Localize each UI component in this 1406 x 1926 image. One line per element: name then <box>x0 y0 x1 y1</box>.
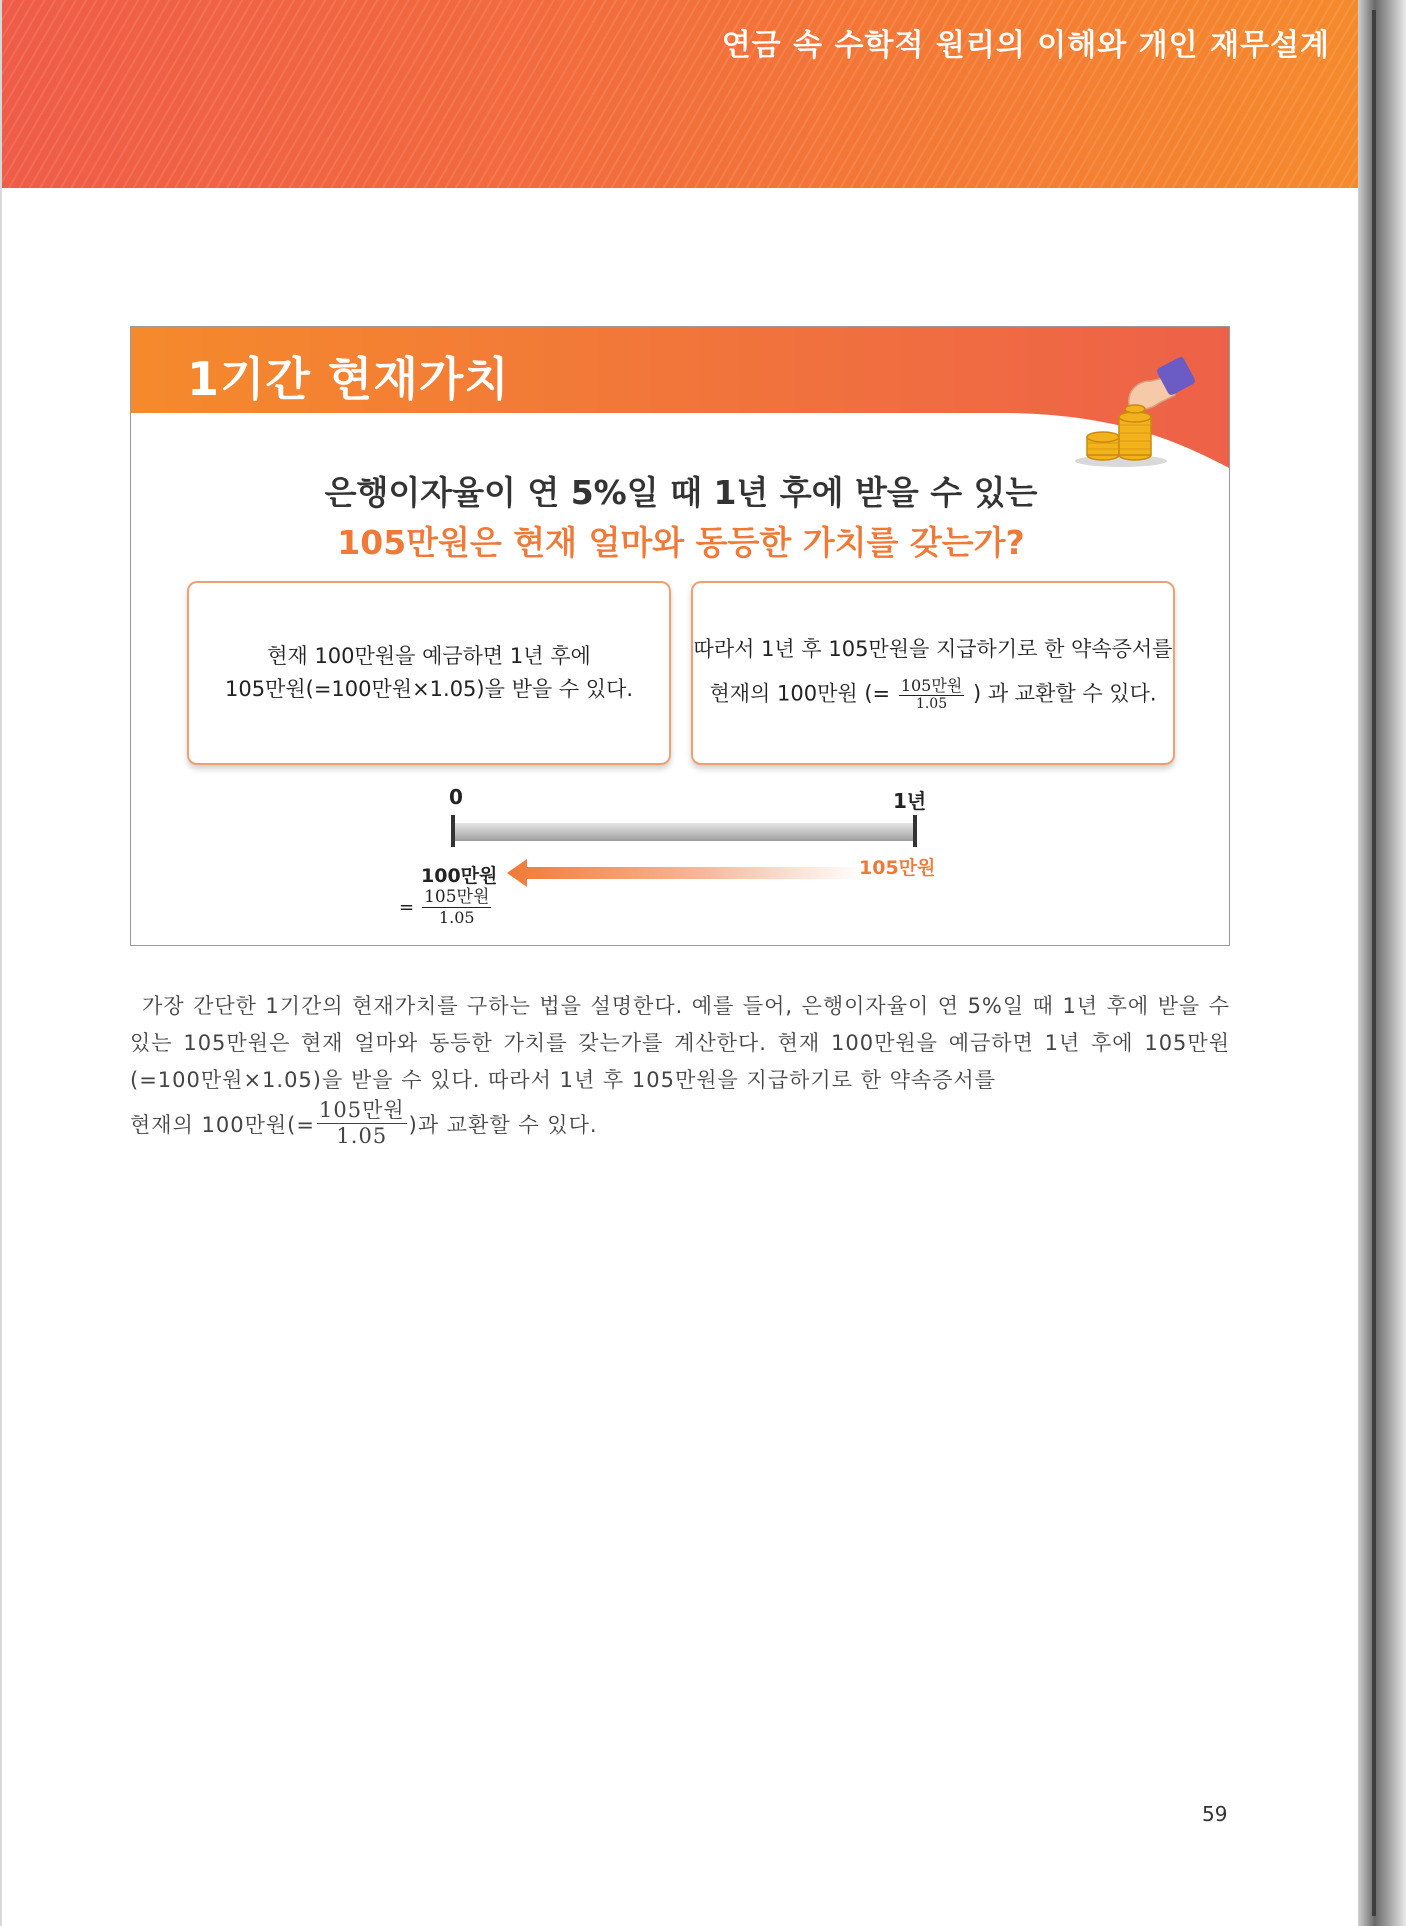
figure-box <box>130 326 1230 946</box>
body-fraction <box>317 1098 407 1149</box>
fraction-numerator: 105만원 <box>424 887 490 907</box>
card-right-prefix: 현재의 100만원 (= <box>709 681 891 706</box>
card-right-fraction <box>899 676 964 713</box>
fraction-numerator: 105만원 <box>317 1098 407 1124</box>
page-number: 59 <box>1202 1802 1228 1826</box>
timeline-fraction <box>422 887 491 928</box>
timeline <box>451 815 921 847</box>
fraction-denominator: 1.05 <box>438 908 475 928</box>
card-right <box>691 581 1175 765</box>
future-value-label: 105만원 <box>859 857 936 879</box>
card-right-suffix: ) 과 교환할 수 있다. <box>972 681 1157 706</box>
body-last-suffix: )과 교환할 수 있다. <box>408 1112 598 1137</box>
book-page-edge <box>1358 0 1406 1926</box>
present-value-label: 100만원 <box>421 865 498 887</box>
body-paragraph-text: 가장 간단한 1기간의 현재가치를 구하는 법을 설명한다. 예를 들어, 은행이자율이 연 5%일 때 1년 후에 받을 수 있는 105만원은 현재 얼마와 동등한 가치를 갖는가를 계산한다. 현재 100만원을 예금하면 1년 후에 105만원(=100만원×1.05)을 받을 수 있다. 따라서 1년 후 105만원을 지급하기로 한 약속증서를 <box>130 994 1230 1092</box>
body-last-line <box>130 1098 598 1149</box>
card-left <box>187 581 671 765</box>
header-title: 연금 속 수학적 원리의 이해와 개인 재무설계 <box>721 28 1330 63</box>
timeline-start-label: 0 <box>449 785 463 809</box>
card-left-line-1: 현재 100만원을 예금하면 1년 후에 <box>267 644 591 669</box>
figure-title: 1기간 현재가치 <box>187 352 510 406</box>
fraction-denominator: 1.05 <box>915 695 948 712</box>
card-left-line-2: 105만원(=100만원×1.05)을 받을 수 있다. <box>224 677 634 701</box>
timeline-end-label: 1년 <box>893 789 927 813</box>
fraction-denominator: 1.05 <box>336 1124 388 1149</box>
present-value-formula <box>399 887 493 928</box>
timeline-bar <box>455 823 913 841</box>
discount-arrow-icon <box>507 855 863 891</box>
question-line-1: 은행이자율이 연 5%일 때 1년 후에 받을 수 있는 <box>324 473 1038 512</box>
timeline-end-tick <box>913 815 917 847</box>
fraction-numerator: 105만원 <box>900 675 963 695</box>
hand-coins-icon <box>1071 351 1201 471</box>
equals-sign: = <box>399 896 415 918</box>
timeline-start-tick <box>451 815 455 847</box>
body-paragraph <box>130 988 1230 1099</box>
body-last-prefix: 현재의 100만원(= <box>130 1112 315 1137</box>
card-right-line-1: 따라서 1년 후 105만원을 지급하기로 한 약속증서를 <box>693 637 1173 662</box>
question-line-2: 105만원은 현재 얼마와 동등한 가치를 갖는가? <box>337 523 1025 562</box>
header-banner <box>2 0 1360 188</box>
card-right-line-2 <box>709 676 1156 713</box>
